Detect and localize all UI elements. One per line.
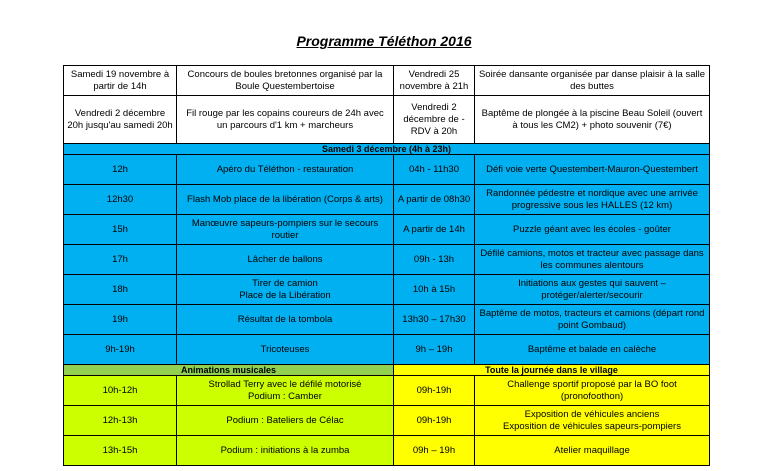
table-cell: Flash Mob place de la libération (Corps & arts) xyxy=(177,185,394,215)
table-cell: Soirée dansante organisée par danse plaisir à la salle des buttes xyxy=(475,66,710,96)
table-cell: Podium : initiations à la zumba xyxy=(177,436,394,466)
table-cell: Défi voie verte Questembert-Mauron-Questembert xyxy=(475,155,710,185)
table-row xyxy=(64,275,710,305)
table-cell: 18h xyxy=(64,275,177,305)
table-cell: 17h xyxy=(64,245,177,275)
table-cell: 10h-12h xyxy=(64,376,177,406)
table-cell: 09h-19h xyxy=(394,376,475,406)
table-cell: Lâcher de ballons xyxy=(177,245,394,275)
table-cell: Baptême de motos, tracteurs et camions (départ rond point Gombaud) xyxy=(475,305,710,335)
table-cell: 12h xyxy=(64,155,177,185)
table-cell: Vendredi 2 décembre 20h jusqu'au samedi 20h xyxy=(64,96,177,144)
table-cell: Tirer de camion Place de la Libération xyxy=(177,275,394,305)
table-cell: 15h xyxy=(64,215,177,245)
table-cell: 13h30 – 17h30 xyxy=(394,305,475,335)
table-cell: Fil rouge par les copains coureurs de 24h avec un parcours d'1 km + marcheurs xyxy=(177,96,394,144)
table-cell: 13h-15h xyxy=(64,436,177,466)
table-cell: Concours de boules bretonnes organisé par la Boule Questembertoise xyxy=(177,66,394,96)
table-cell: Baptême et balade en calèche xyxy=(475,335,710,365)
table-cell: Résultat de la tombola xyxy=(177,305,394,335)
table-cell: 09h – 19h xyxy=(394,436,475,466)
table-row xyxy=(64,376,710,406)
section-header-left: Animations musicales xyxy=(64,365,394,376)
table-cell: Samedi 19 novembre à partir de 14h xyxy=(64,66,177,96)
table-cell: Baptême de plongée à la piscine Beau Soleil (ouvert à tous les CM2) + photo souvenir (7€) xyxy=(475,96,710,144)
table-row xyxy=(64,245,710,275)
table-row xyxy=(64,406,710,436)
section-header-right: Toute la journée dans le village xyxy=(394,365,710,376)
table-cell: 04h - 11h30 xyxy=(394,155,475,185)
table-row xyxy=(64,335,710,365)
table-cell: Exposition de véhicules anciens Exposition de véhicules sapeurs-pompiers xyxy=(475,406,710,436)
table-cell: A partir de 08h30 xyxy=(394,185,475,215)
table-cell: Strollad Terry avec le défilé motorisé Podium : Camber xyxy=(177,376,394,406)
table-cell: Vendredi 2 décembre de - RDV à 20h xyxy=(394,96,475,144)
table-cell: 09h - 13h xyxy=(394,245,475,275)
table-cell: Randonnée pédestre et nordique avec une arrivée progressive sous les HALLES (12 km) xyxy=(475,185,710,215)
table-cell: Tricoteuses xyxy=(177,335,394,365)
table-row xyxy=(64,66,710,96)
table-cell: Défilé camions, motos et tracteur avec passage dans les communes alentours xyxy=(475,245,710,275)
table-cell: Challenge sportif proposé par la BO foot (pronofoothon) xyxy=(475,376,710,406)
table-cell: 9h – 19h xyxy=(394,335,475,365)
table-row xyxy=(64,155,710,185)
section-header-row xyxy=(64,144,710,155)
page-title: Programme Téléthon 2016 xyxy=(296,33,472,49)
table-cell: Vendredi 25 novembre à 21h xyxy=(394,66,475,96)
section-header: Samedi 3 décembre (4h à 23h) xyxy=(64,144,710,155)
table-cell: 9h-19h xyxy=(64,335,177,365)
table-cell: 12h-13h xyxy=(64,406,177,436)
table-cell: Initiations aux gestes qui sauvent – protéger/alerter/secourir xyxy=(475,275,710,305)
table-row xyxy=(64,96,710,144)
table-row xyxy=(64,185,710,215)
table-cell: Manœuvre sapeurs-pompiers sur le secours routier xyxy=(177,215,394,245)
table-cell: 19h xyxy=(64,305,177,335)
programme-table xyxy=(63,65,710,466)
table-row xyxy=(64,305,710,335)
table-cell: 09h-19h xyxy=(394,406,475,436)
table-row xyxy=(64,215,710,245)
table-cell: Apéro du Téléthon - restauration xyxy=(177,155,394,185)
table-cell: Podium : Bateliers de Célac xyxy=(177,406,394,436)
table-cell: Atelier maquillage xyxy=(475,436,710,466)
table-cell: Puzzle géant avec les écoles - goûter xyxy=(475,215,710,245)
table-cell: A partir de 14h xyxy=(394,215,475,245)
table-row xyxy=(64,436,710,466)
table-cell: 12h30 xyxy=(64,185,177,215)
section-header-row xyxy=(64,365,710,376)
table-cell: 10h à 15h xyxy=(394,275,475,305)
